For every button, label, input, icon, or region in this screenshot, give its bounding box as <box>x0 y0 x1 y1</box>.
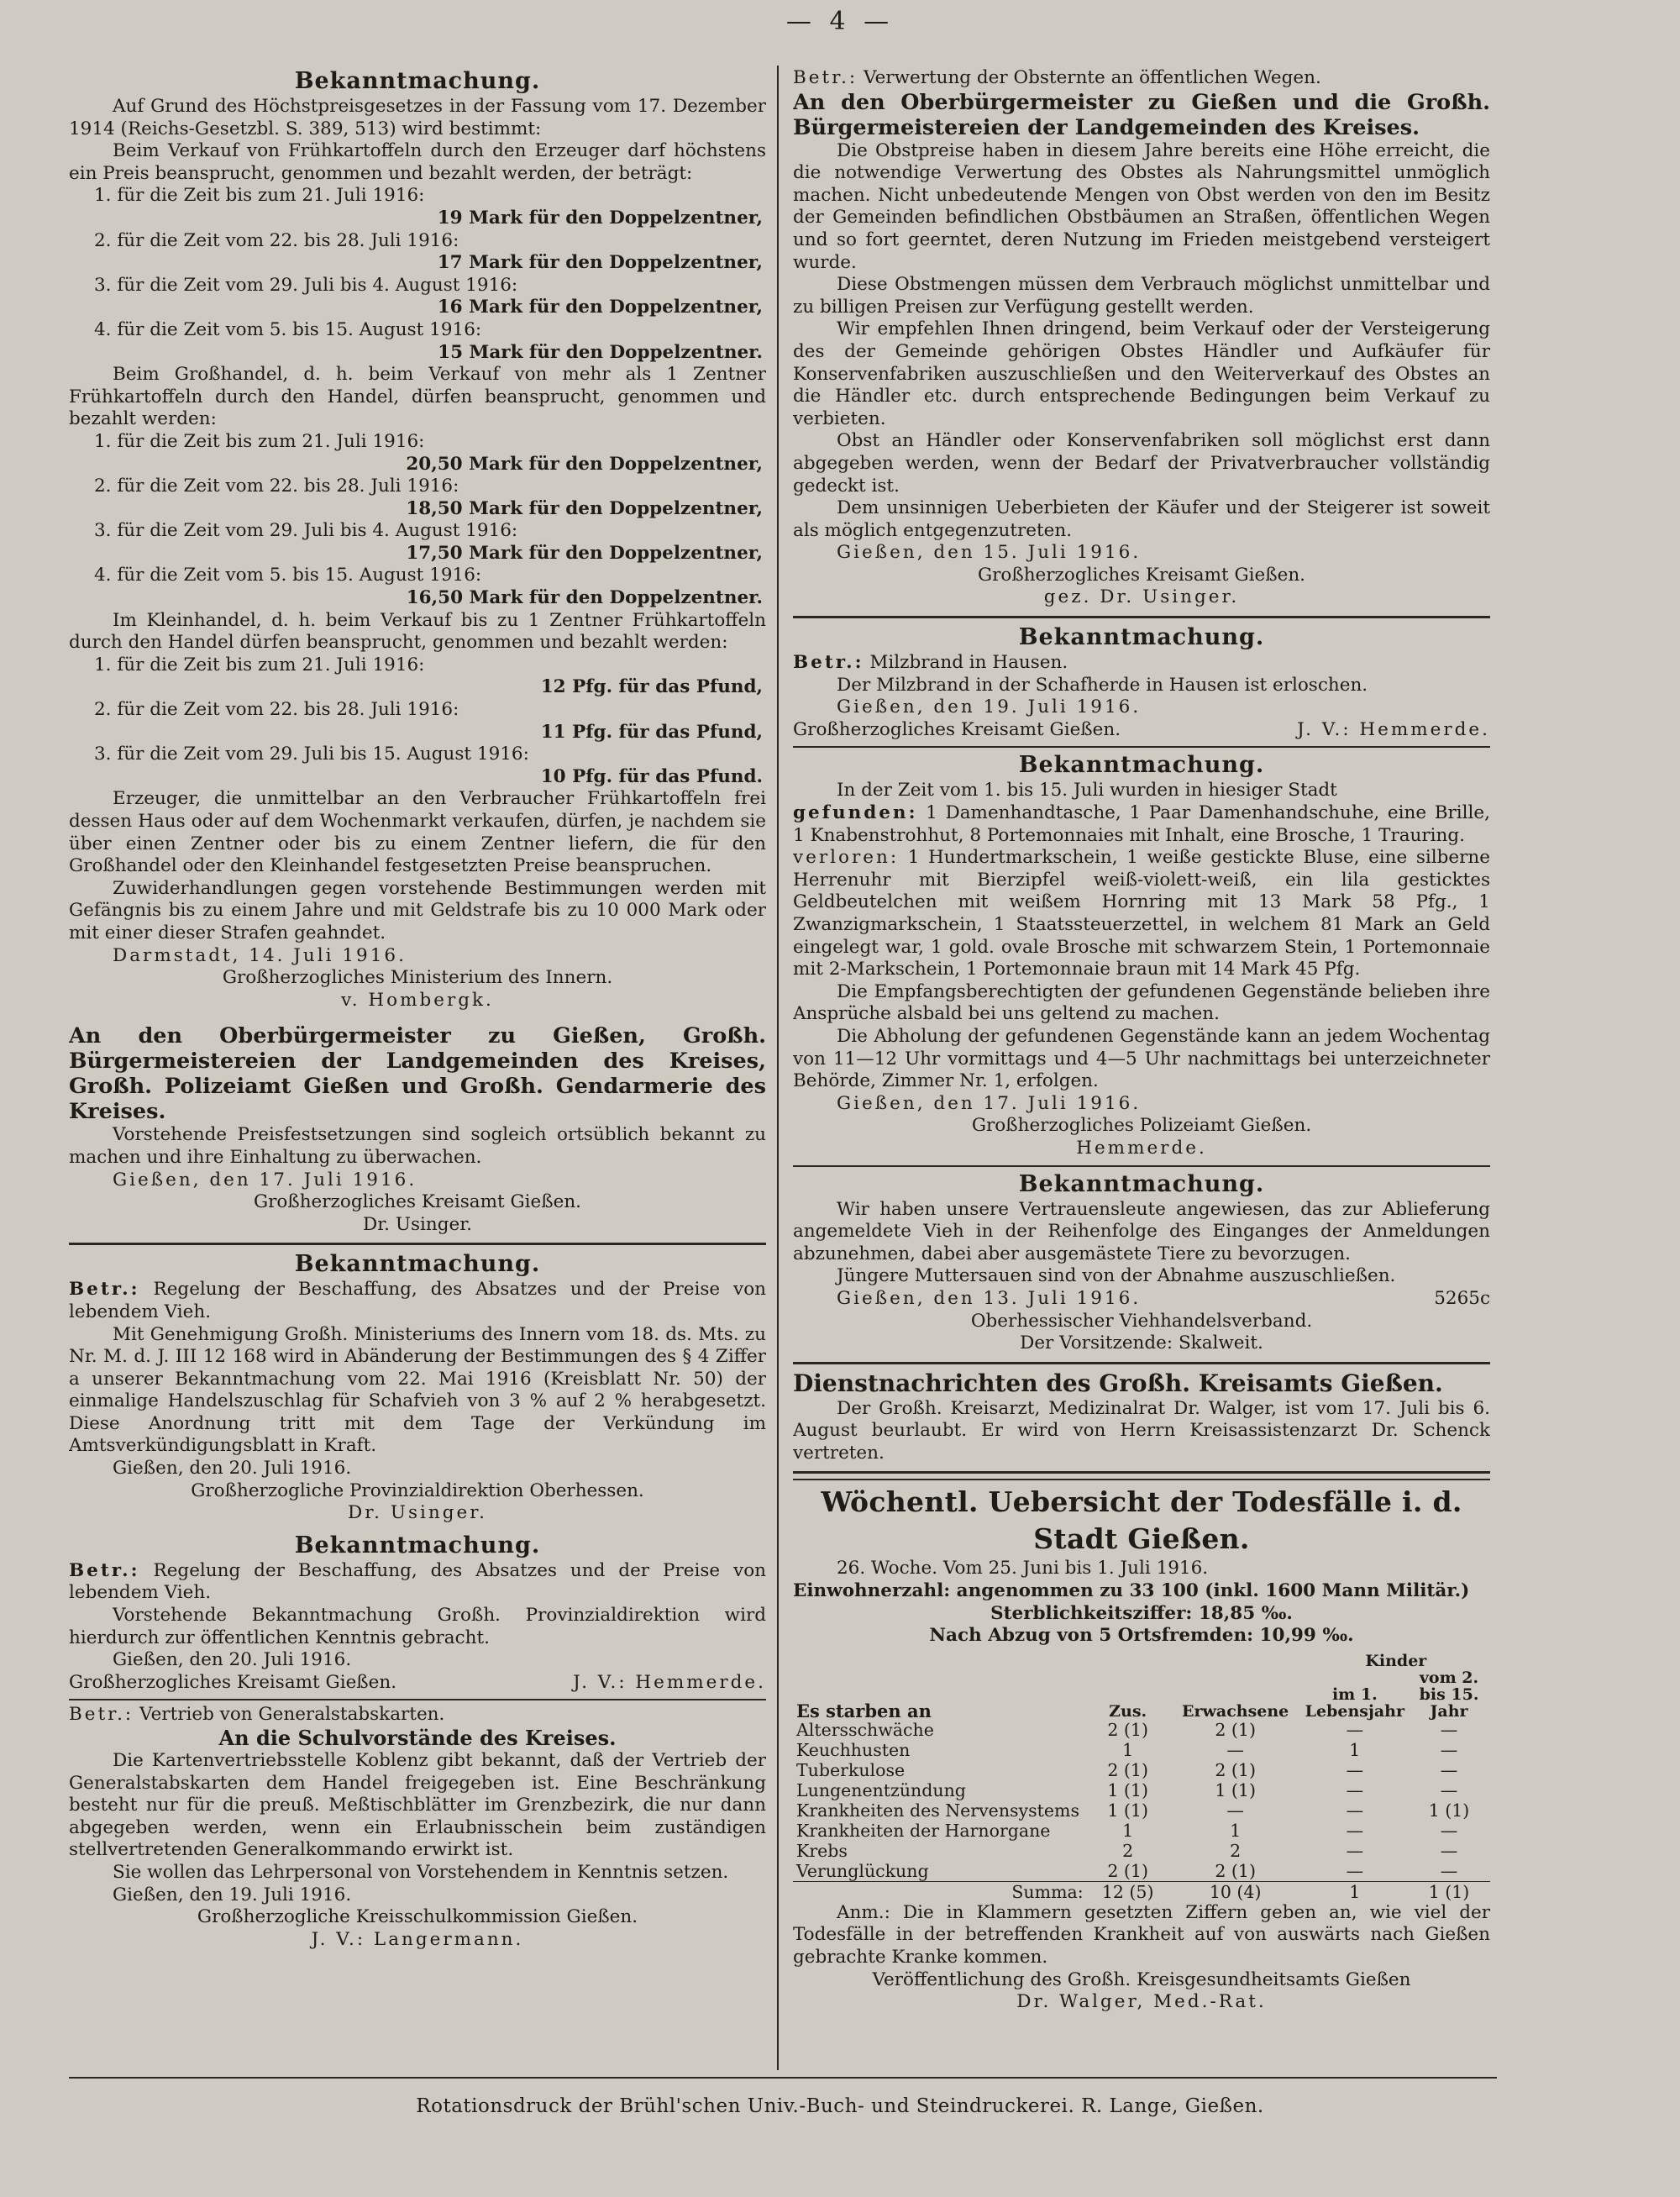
notice-paragraph: Dem unsinnigen Ueberbieten der Käufer und der Steigerer ist soweit als möglich entgegenzutreten. <box>793 497 1490 541</box>
cell-first-year: — <box>1346 1800 1364 1821</box>
notice-authority: Großherzogliches Kreisamt Gießen. <box>977 564 1306 586</box>
lost-items <box>793 847 1490 981</box>
notice-body: Vorstehende Preisfestsetzungen sind sogleich ortsüblich bekannt zu machen und ihre Einhaltung zu überwachen. <box>69 1124 766 1168</box>
cell-total: 1 <box>1122 1820 1134 1841</box>
section-rule <box>793 1362 1490 1364</box>
statistics-title: Wöchentl. Uebersicht der Todesfälle i. d. Stadt Gießen. <box>821 1485 1462 1556</box>
notice-paragraph: Jüngere Muttersauen sind von der Abnahme auszuschließen. <box>837 1265 1396 1287</box>
subject-text: Regelung der Beschaffung, des Absatzes und der Preise von lebendem Vieh. <box>69 1279 766 1322</box>
found-label: gefunden: <box>793 802 918 824</box>
cell-total: 2 (1) <box>1107 1860 1148 1881</box>
wholesale-intro: Beim Großhandel, d. h. beim Verkauf von mehr als 1 Zentner Frühkartoffeln durch den Handel, dürfen beansprucht, genommen und bezahlt werden: <box>69 364 766 430</box>
cell-adults: 2 <box>1230 1840 1242 1861</box>
notice-subject <box>793 67 1490 90</box>
cell-adults: — <box>1226 1739 1244 1760</box>
notice-subject <box>69 1279 766 1323</box>
price-period: 1. für die Zeit bis zum 21. Juli 1916: <box>94 654 425 675</box>
price-value: 12 Pfg. für das Pfund, <box>540 676 763 698</box>
cell-sum-adults: 10 (4) <box>1209 1881 1262 1902</box>
table-header-row <box>793 1653 1490 1669</box>
subject-text: Milzbrand in Hausen. <box>869 652 1068 674</box>
cell-adults: 1 (1) <box>1215 1779 1256 1800</box>
price-period: 3. für die Zeit vom 29. Juli bis 15. August 1916: <box>94 744 529 765</box>
notice-maps <box>69 1704 766 1951</box>
statistics-publisher: Veröffentlichung des Großh. Kreisgesundheitsamts Gießen <box>872 1968 1411 1990</box>
notice-place-line <box>793 1288 1490 1311</box>
cell-total: 1 (1) <box>1107 1779 1148 1800</box>
cell-total: 2 <box>1122 1840 1134 1861</box>
statistics-week: 26. Woche. Vom 25. Juni bis 1. Juli 1916. <box>837 1558 1209 1579</box>
cell-total: 2 (1) <box>1107 1719 1148 1740</box>
notice-place-date: Darmstadt, 14. Juli 1916. <box>113 944 407 966</box>
notice-subject <box>69 1560 766 1605</box>
notice-signer: v. Hombergk. <box>341 989 494 1011</box>
notice-subject <box>793 652 1490 675</box>
cell-first-year: — <box>1346 1719 1364 1740</box>
notice-authority: Großherzogliche Provinzialdirektion Oberhessen. <box>191 1480 644 1501</box>
cell-first-year: — <box>1346 1840 1364 1861</box>
notice-paragraph: Die Obstpreise haben in diesem Jahre bereits eine Höhe erreicht, die die notwendige Verwertung des Obstes als Nahrungsmittel unmöglich machen. Nicht unbedeutende Mengen von Obst werden von den im Besitz der Gemeinden befindlichen Obstbäumen an Straßen, öffentlichen Wegen und so fort geerntet, deren Nutzung im Frieden meistgebend versteigert wurde. <box>793 139 1490 273</box>
notice-livestock-publication <box>69 1532 766 1695</box>
cell-second-to-15: — <box>1440 1820 1458 1841</box>
cell-sum-total: 12 (5) <box>1101 1881 1154 1902</box>
notice-body-2: Sie wollen das Lehrpersonal von Vorstehendem in Kenntnis setzen. <box>113 1861 729 1883</box>
notice-signer: Der Vorsitzende: Skalweit. <box>1020 1332 1263 1354</box>
cell-cause: Krebs <box>796 1840 848 1861</box>
notice-authority: Großherzogliche Kreisschulkommission Gießen. <box>197 1906 638 1928</box>
subject-text: Vertrieb von Generalstabskarten. <box>139 1704 445 1726</box>
found-text: 1 Damenhandtasche, 1 Paar Damenhandschuhe, eine Brille, 1 Knabenstrohhut, 8 Portemonnaies mit Inhalt, eine Brosche, 1 Trauring. <box>793 802 1490 846</box>
table-row <box>793 1760 1490 1780</box>
notice-signer: J. V.: Hemmerde. <box>573 1671 766 1693</box>
notice-authority: Großherzogliches Kreisamt Gießen. <box>69 1671 397 1693</box>
penalty-paragraph: Zuwiderhandlungen gegen vorstehende Bestimmungen werden mit Gefängnis bis zu einem Jahre und mit Geldstrafe bis zu 10 000 Mark oder mit einer dieser Strafen geahndet. <box>69 877 766 943</box>
notice-intro: In der Zeit vom 1. bis 15. Juli wurden in hiesiger Stadt <box>837 780 1337 802</box>
statistics-signer: Dr. Walger, Med.-Rat. <box>1016 1991 1267 2013</box>
cell-second-to-15: — <box>1440 1719 1458 1740</box>
cell-sum-label: Summa: <box>1011 1881 1084 1902</box>
notice-place-date: Gießen, den 15. Juli 1916. <box>837 542 1142 564</box>
cell-total: 2 (1) <box>1107 1759 1148 1780</box>
cell-second-to-15: — <box>1440 1759 1458 1780</box>
cell-adults: 2 (1) <box>1215 1759 1256 1780</box>
price-value: 17 Mark für den Doppelzentner, <box>437 252 763 274</box>
cell-adults: 2 (1) <box>1215 1719 1256 1740</box>
notice-livestock-delivery <box>793 1170 1490 1355</box>
table-row <box>793 1821 1490 1841</box>
price-period: 1. für die Zeit bis zum 21. Juli 1916: <box>94 185 425 207</box>
cell-cause: Krankheiten der Harnorgane <box>796 1820 1051 1841</box>
column-header-adults: Erwachsene <box>1182 1701 1289 1721</box>
producer-intro: Beim Verkauf von Frühkartoffeln durch den Erzeuger darf höchstens ein Preis beansprucht, genommen und bezahlt werden, der beträgt: <box>69 140 766 184</box>
notice-body: Vorstehende Bekanntmachung Großh. Provinzialdirektion wird hierdurch zur öffentlichen Kenntnis gebracht. <box>69 1605 766 1648</box>
notice-body: Mit Genehmigung Großh. Ministeriums des Innern vom 18. ds. Mts. zu Nr. M. d. J. III 12 168 wird in Abänderung der Bestimmungen des § 4 Ziffer a unserer Bekanntmachung vom 22. Mai 1916 (Kreisblatt Nr. 50) der einmalige Handelszuschlag für Schafvieh von 3 % auf 2 % herabgesetzt. Diese Anordnung tritt mit dem Tage der Verkündung im Amtsverkündigungsblatt in Kraft. <box>69 1323 766 1457</box>
notice-subject <box>69 1704 766 1727</box>
table-row <box>793 1861 1490 1882</box>
notice-heading: Bekanntmachung. <box>294 68 541 94</box>
notice-body: Der Milzbrand in der Schafherde in Hausen ist erloschen. <box>837 674 1368 696</box>
notice-heading: Dienstnachrichten des Großh. Kreisamts Gießen. <box>793 1369 1443 1397</box>
cell-sum-second-to-15: 1 (1) <box>1428 1881 1470 1902</box>
price-period: 2. für die Zeit vom 22. bis 28. Juli 1916: <box>94 229 459 251</box>
notice-service-news <box>793 1369 1490 1465</box>
price-value: 16 Mark für den Doppelzentner, <box>437 297 763 318</box>
subject-label: Betr.: <box>793 67 858 88</box>
column-header-total: Zus. <box>1109 1701 1147 1721</box>
price-value: 10 Pfg. für das Pfund. <box>540 765 763 787</box>
notice-paragraph: Obst an Händler oder Konservenfabriken soll möglichst erst dann abgegeben werden, wenn der Bedarf der Privatverbraucher vollständig gedeckt ist. <box>793 430 1490 497</box>
lost-text: 1 Hundertmarkschein, 1 weiße gestickte Bluse, eine silberne Herrenuhr mit Bierzipfel weiß-violett-weiß, ein lila gesticktes Geldbeutelchen mit weißem Hornring mit 13 Mark 58 Pfg., 1 Zwanzigmarkschein, 1 Staatssteuerzettel, in welchem 81 Mark an Geld eingelegt war, 1 gold. ovale Brosche mit schwarzem Stein, 1 Portemonnaie mit 2-Markschein, 1 Portemonnaie braun mit 14 Mark 45 Pfg. <box>793 847 1490 980</box>
notice-signature-line <box>793 719 1490 742</box>
cell-second-to-15: — <box>1440 1840 1458 1861</box>
section-rule <box>793 616 1490 618</box>
notice-lost-and-found <box>793 751 1490 1159</box>
price-period: 2. für die Zeit vom 22. bis 28. Juli 1916: <box>94 699 459 721</box>
notice-place-date: Gießen, den 17. Juli 1916. <box>113 1169 417 1190</box>
cell-second-to-15: — <box>1440 1860 1458 1881</box>
notice-authority: Großherzogliches Kreisamt Gießen. <box>253 1191 582 1213</box>
footer-rule <box>69 2077 1497 2079</box>
lost-label: verloren: <box>793 847 900 869</box>
price-value: 16,50 Mark für den Doppelzentner. <box>406 587 763 609</box>
left-column <box>69 67 766 2068</box>
notice-potato-prices <box>69 67 766 1012</box>
page-number: — 4 — <box>785 7 895 36</box>
notice-paragraph: Die Abholung der gefundenen Gegenstände kann an jedem Wochentag von 11—12 Uhr vormittags und 4—5 Uhr nachmittags bei unterzeichneter Behörde, Zimmer Nr. 1, erfolgen. <box>793 1025 1490 1092</box>
subject-label: Betr.: <box>69 1559 140 1581</box>
notice-livestock-surcharge <box>69 1250 766 1525</box>
cell-first-year: — <box>1346 1820 1364 1841</box>
price-period: 1. für die Zeit bis zum 21. Juli 1916: <box>94 430 425 452</box>
death-table <box>793 1653 1490 1902</box>
price-period: 3. für die Zeit vom 29. Juli bis 4. August 1916: <box>94 520 518 542</box>
table-row <box>793 1780 1490 1800</box>
notice-place-date: Gießen, den 20. Juli 1916. <box>113 1649 352 1671</box>
cell-first-year: 1 <box>1349 1739 1361 1760</box>
wholesale-price-list <box>69 431 766 610</box>
section-rule <box>793 1479 1490 1480</box>
cell-first-year: — <box>1346 1860 1364 1881</box>
cell-second-to-15: — <box>1440 1779 1458 1800</box>
table-row <box>793 1841 1490 1861</box>
retail-intro: Im Kleinhandel, d. h. beim Verkauf bis zu 1 Zentner Frühkartoffeln durch den Handel dürfen beansprucht, genommen und bezahlt werden: <box>69 609 766 654</box>
notice-signer: Dr. Usinger. <box>348 1502 487 1524</box>
notice-anthrax <box>793 623 1490 741</box>
statistics-mortality: Sterblichkeitsziffer: 18,85 ‰. <box>990 1602 1293 1624</box>
cell-first-year: — <box>1346 1759 1364 1780</box>
cell-cause: Lungenentzündung <box>796 1779 966 1800</box>
notice-signer: J. V.: Hemmerde. <box>1297 718 1490 740</box>
statistics-population: Einwohnerzahl: angenommen zu 33 100 (inkl. 1600 Mann Militär.) <box>793 1580 1470 1602</box>
notice-authority: Oberhessischer Viehhandelsverband. <box>970 1310 1313 1332</box>
price-value: 11 Pfg. für das Pfund, <box>540 721 763 743</box>
cell-adults: 1 <box>1230 1820 1242 1841</box>
notice-paragraph: Die Empfangsberechtigten der gefundenen Gegenstände belieben ihre Ansprüche alsbald bei uns geltend zu machen. <box>793 980 1490 1025</box>
column-header-cause: Es starben an <box>796 1700 932 1721</box>
table-row <box>793 1800 1490 1821</box>
section-rule <box>793 1165 1490 1167</box>
notice-heading: Bekanntmachung. <box>1018 624 1265 651</box>
price-period: 2. für die Zeit vom 22. bis 28. Juli 1916: <box>94 476 459 497</box>
notice-heading: An den Oberbürgermeister zu Gießen, Großh. Bürgermeistereien der Landgemeinden des Kreises, Großh. Polizeiamt Gießen und Großh. Gendarmerie des Kreises. <box>69 1023 766 1125</box>
retail-price-list <box>69 654 766 789</box>
notice-signer: Dr. Usinger. <box>363 1213 472 1235</box>
price-value: 19 Mark für den Doppelzentner, <box>437 207 763 229</box>
notice-code: 5265c <box>1434 1287 1490 1309</box>
notice-fruit-harvest <box>793 67 1490 609</box>
producer-price-list <box>69 185 766 364</box>
subject-text: Regelung der Beschaffung, des Absatzes und der Preise von lebendem Vieh. <box>69 1559 766 1604</box>
section-rule <box>793 746 1490 748</box>
cell-total: 1 <box>1122 1739 1134 1760</box>
cell-cause: Krankheiten des Nervensystems <box>796 1800 1079 1821</box>
found-items <box>793 802 1490 847</box>
cell-cause: Keuchhusten <box>796 1739 911 1760</box>
cell-cause: Tuberkulose <box>796 1759 906 1780</box>
notice-authority: Großherzogliches Ministerium des Innern. <box>222 967 613 989</box>
price-period: 3. für die Zeit vom 29. Juli bis 4. August 1916: <box>94 274 518 296</box>
column-divider <box>777 66 779 2070</box>
notice-place-date: Gießen, den 17. Juli 1916. <box>837 1092 1142 1114</box>
cell-cause: Verunglückung <box>796 1860 929 1881</box>
notice-place-date: Gießen, den 13. Juli 1916. <box>837 1287 1142 1309</box>
notice-place-date: Gießen, den 19. Juli 1916. <box>837 696 1142 718</box>
printer-imprint: Rotationsdruck der Brühl'schen Univ.-Buch- und Steindruckerei. R. Lange, Gießen. <box>416 2095 1264 2117</box>
cell-second-to-15: — <box>1440 1739 1458 1760</box>
notice-heading: An den Oberbürgermeister zu Gießen und die Großh. Bürgermeistereien der Landgemeinden des Kreises. <box>793 89 1490 140</box>
statistics-mortality-adjusted: Nach Abzug von 5 Ortsfremden: 10,99 ‰. <box>929 1625 1354 1647</box>
notice-signer: J. V.: Langermann. <box>311 1928 524 1950</box>
notice-authority: Großherzogliches Kreisamt Gießen. <box>793 718 1121 740</box>
notice-heading: Bekanntmachung. <box>1018 752 1265 779</box>
subject-label: Betr.: <box>793 652 864 674</box>
notice-place-date: Gießen, den 20. Juli 1916. <box>113 1458 352 1480</box>
table-row <box>793 1720 1490 1740</box>
cell-adults: — <box>1226 1800 1244 1821</box>
notice-signature-line <box>69 1672 766 1695</box>
death-statistics <box>793 1484 1490 2013</box>
statistics-note: Anm.: Die in Klammern gesetzten Ziffern geben an, wie viel der Todesfälle in der betreffenden Krankheit auf von auswärts nach Gießen gebrachte Kranke kommen. <box>793 1901 1490 1968</box>
right-column <box>793 67 1490 2068</box>
notice-addressee: An die Schulvorstände des Kreises. <box>218 1726 617 1750</box>
notice-intro: Auf Grund des Höchstpreisgesetzes in der Fassung vom 17. Dezember 1914 (Reichs-Gesetzbl. S. 389, 513) wird bestimmt: <box>69 96 766 139</box>
cell-adults: 2 (1) <box>1215 1860 1256 1881</box>
column-header-children: Kinder <box>1365 1651 1427 1670</box>
subject-label: Betr.: <box>69 1704 134 1726</box>
price-period: 4. für die Zeit vom 5. bis 15. August 1916: <box>94 565 482 586</box>
section-rule <box>69 1243 766 1245</box>
subject-text: Verwertung der Obsternte an öffentlichen Wegen. <box>864 67 1321 88</box>
price-value: 15 Mark für den Doppelzentner. <box>438 341 763 363</box>
notice-signer: gez. Dr. Usinger. <box>1043 586 1240 608</box>
producer-paragraph: Erzeuger, die unmittelbar an den Verbraucher Frühkartoffeln frei dessen Haus oder auf dem Wochenmarkt verkaufen, dürfen, je nachdem sie über einen Zentner oder bis zu einem Zentner liefern, die für den Großhandel oder den Kleinhandel festgesetzten Preise beanspruchen. <box>69 788 766 877</box>
price-value: 17,50 Mark für den Doppelzentner, <box>406 542 763 564</box>
section-rule <box>69 1699 766 1700</box>
notice-paragraph: Wir empfehlen Ihnen dringend, beim Verkauf oder der Versteigerung des der Gemeinde gehörigen Obstes Händler und Aufkäufer für Konservenfabriken auszuschließen und den Weiterverkauf des Obstes an die Händler etc. durch entsprechende Bedingungen beim Verkauf zu verbieten. <box>793 318 1490 429</box>
notice-body: Der Großh. Kreisarzt, Medizinalrat Dr. Walger, ist vom 17. Juli bis 6. August beurlaubt. Er wird von Herrn Kreisassistenzarzt Dr. Schenck vertreten. <box>793 1397 1490 1464</box>
price-period: 4. für die Zeit vom 5. bis 15. August 1916: <box>94 318 482 340</box>
notice-enforcement <box>69 1023 766 1236</box>
table-row <box>793 1740 1490 1760</box>
cell-cause: Altersschwäche <box>796 1719 934 1740</box>
notice-heading: Bekanntmachung. <box>294 1251 541 1278</box>
notice-signer: Hemmerde. <box>1076 1137 1207 1159</box>
cell-sum-first-year: 1 <box>1349 1881 1361 1902</box>
price-value: 18,50 Mark für den Doppelzentner, <box>406 497 763 519</box>
cell-second-to-15: 1 (1) <box>1428 1800 1470 1821</box>
price-value: 20,50 Mark für den Doppelzentner, <box>406 453 763 475</box>
column-header-second-to-15: vom 2. bis 15. Jahr <box>1419 1668 1479 1721</box>
notice-heading: Bekanntmachung. <box>1018 1170 1265 1197</box>
column-header-first-year: im 1. Lebensjahr <box>1305 1685 1404 1721</box>
table-sum-row <box>793 1881 1490 1902</box>
subject-label: Betr.: <box>69 1279 140 1301</box>
cell-first-year: — <box>1346 1779 1364 1800</box>
notice-body: Die Kartenvertriebsstelle Koblenz gibt bekannt, daß der Vertrieb der Generalstabskarten dem Handel freigegeben ist. Eine Beschränkung besteht nur für die preuß. Meßtischblätter im Grenzbezirk, die nur dann abgegeben werden, wenn ein Erlaubnisschein beim zuständigen stellvertretenden Generalkommando erwirkt ist. <box>69 1750 766 1861</box>
cell-total: 1 (1) <box>1107 1800 1148 1821</box>
notice-paragraph: Diese Obstmengen müssen dem Verbrauch möglichst unmittelbar und zu billigen Preisen zur Verfügung gestellt werden. <box>793 274 1490 318</box>
notice-paragraph: Wir haben unsere Vertrauensleute angewiesen, das zur Ablieferung angemeldete Vieh in der Reihenfolge des Einganges der Anmeldungen abzunehmen, dabei aber ausgemästete Tiere zu bevorzugen. <box>793 1198 1490 1264</box>
section-rule <box>793 1471 1490 1474</box>
notice-heading: Bekanntmachung. <box>294 1532 541 1558</box>
notice-place-date: Gießen, den 19. Juli 1916. <box>113 1884 352 1905</box>
notice-authority: Großherzogliches Polizeiamt Gießen. <box>971 1115 1312 1137</box>
